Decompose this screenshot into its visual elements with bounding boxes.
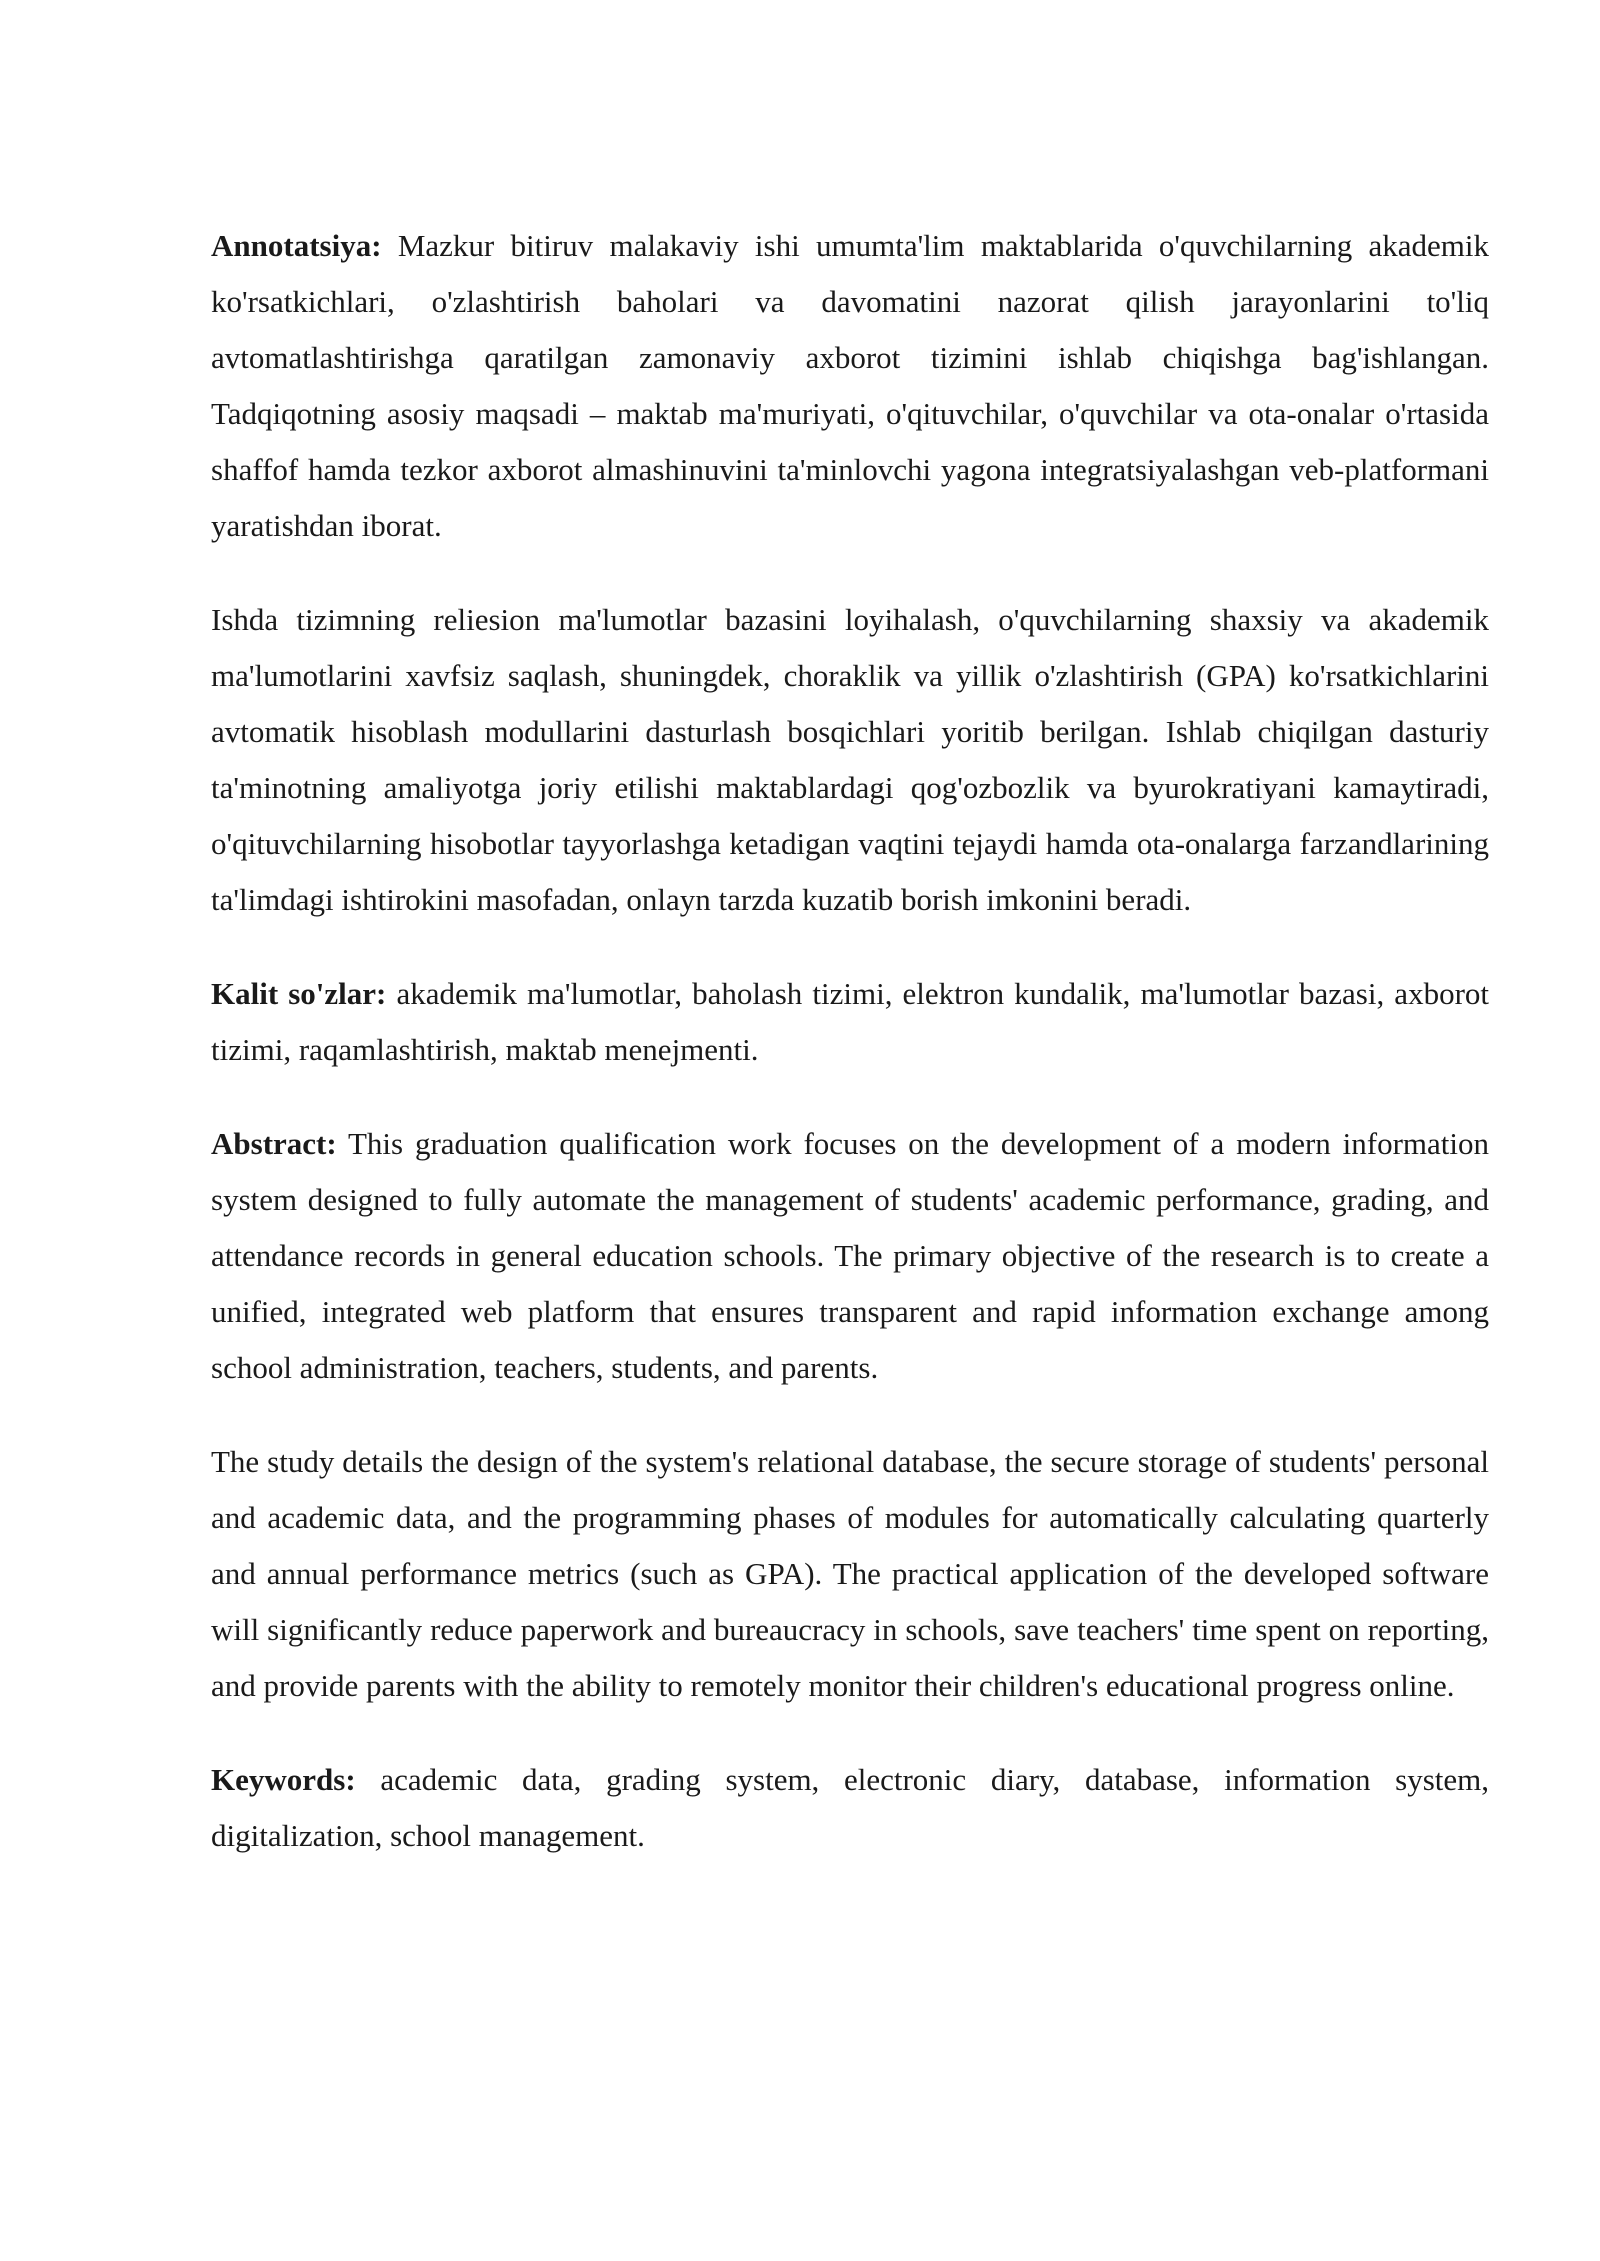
annotation-text: Mazkur bitiruv malakaviy ishi umumta'lim maktablarida o'quvchilarning akademik ko'rsatkichlari, o'zlashtirish baholari va davomatini nazorat qilish jarayonlarini to'liq avtomatlashtirishga qaratilgan zamonaviy axborot tizimini ishlab chiqishga bag'ishlangan. Tadqiqotning asosiy maqsadi – maktab ma'muriyati, o'qituvchilar, o'quvchilar va ota-onalar o'rtasida shaffof hamda tezkor axborot almashinuvini ta'minlovchi yagona integratsiyalashgan veb-platformani yaratishdan iborat. (211, 228, 1489, 543)
keywords-uz-paragraph (211, 966, 1489, 1078)
document-page (211, 218, 1489, 1902)
annotation-label: Annotatsiya: (211, 228, 382, 263)
abstract-body-text: The study details the design of the system's relational database, the secure storage of students' personal and academic data, and the programming phases of modules for automatically calculating quarterly and annual performance metrics (such as GPA). The practical application of the developed software will significantly reduce paperwork and bureaucracy in schools, save teachers' time spent on reporting, and provide parents with the ability to remotely monitor their children's educational progress online. (211, 1444, 1489, 1703)
annotation-body-paragraph (211, 592, 1489, 928)
annotation-paragraph (211, 218, 1489, 554)
keywords-en-label: Keywords: (211, 1762, 356, 1797)
annotation-body-text: Ishda tizimning reliesion ma'lumotlar bazasini loyihalash, o'quvchilarning shaxsiy va akademik ma'lumotlarini xavfsiz saqlash, shuningdek, choraklik va yillik o'zlashtirish (GPA) ko'rsatkichlarini avtomatik hisoblash modullarini dasturlash bosqichlari yoritib berilgan. Ishlab chiqilgan dasturiy ta'minotning amaliyotga joriy etilishi maktablardagi qog'ozbozlik va byurokratiyani kamaytiradi, o'qituvchilarning hisobotlar tayyorlashga ketadigan vaqtini tejaydi hamda ota-onalarga farzandlarining ta'limdagi ishtirokini masofadan, onlayn tarzda kuzatib borish imkonini beradi. (211, 602, 1489, 917)
keywords-uz-text: akademik ma'lumotlar, baholash tizimi, elektron kundalik, ma'lumotlar bazasi, axborot tizimi, raqamlashtirish, maktab menejmenti. (211, 976, 1490, 1067)
abstract-text: This graduation qualification work focuses on the development of a modern information system designed to fully automate the management of students' academic performance, grading, and attendance records in general education schools. The primary objective of the research is to create a unified, integrated web platform that ensures transparent and rapid information exchange among school administration, teachers, students, and parents. (211, 1126, 1489, 1385)
abstract-body-paragraph (211, 1434, 1489, 1714)
keywords-uz-label: Kalit so'zlar: (211, 976, 387, 1011)
keywords-en-text: academic data, grading system, electronic diary, database, information system, digitalization, school management. (211, 1762, 1489, 1853)
abstract-paragraph (211, 1116, 1489, 1396)
keywords-en-paragraph (211, 1752, 1489, 1864)
abstract-label: Abstract: (211, 1126, 337, 1161)
